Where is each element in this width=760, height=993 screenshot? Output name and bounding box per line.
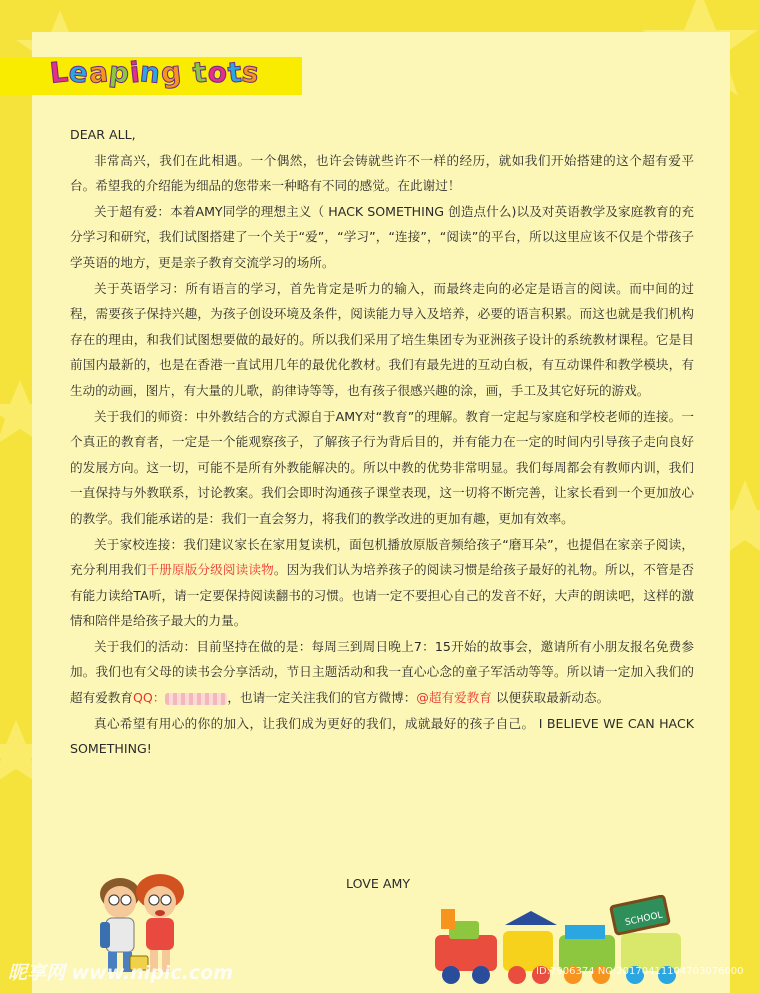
qq-label: QQ： [132, 690, 166, 706]
paragraph-intro: 非常高兴，我们在此相遇。一个偶然，也许会铸就些许不一样的经历，就如我们开始搭建的这个超有爱平台。希望我的介绍能为细品的您带来一种略有不同的感觉。在此谢过！ [70, 152, 694, 194]
paragraph-closing: 真心希望有用心的你的加入，让我们成为更好的我们，成就最好的孩子自己。 I BELIEVE WE CAN HACK SOMETHING! [70, 715, 694, 757]
logo-letter: t [191, 55, 210, 90]
site-watermark: 昵享网 www.nipic.com [8, 962, 234, 984]
image-id-watermark: ID:7906374 NO:20170411104703076000 [536, 966, 744, 977]
logo-letter: s [240, 55, 262, 90]
salutation: DEAR ALL, [70, 127, 136, 142]
paragraph-about: 关于超有爱：本着AMY同学的理想主义（ HACK SOMETHING 创造点什么)以及对英语教学及家庭教育的充分学习和研究，我们试图搭建了一个关于“爱”，“学习”，“连接”，“阅读”的平台，所以这里应该不仅是个带孩子学英语的地方，更是亲子教育交流学习的场所。 [70, 203, 694, 270]
paragraph-teachers: 关于我们的师资：中外教结合的方式源自于AMY对“教育”的理解。教育一定起与家庭和学校老师的连接。一个真正的教育者，一定是一个能观察孩子，了解孩子行为背后目的，并有能力在一定的时间内引导孩子走向良好的发展方向。这一切，可能不是所有外教能解决的。所以中教的优势非常明显。我们每周都会有教师内训，我们一直保持与外教联系，讨论教案。我们会即时沟通孩子课堂表现，这一切将不断完善，让家长看到一个更加放心的教学。我们能承诺的是：我们一直会努力，将我们的教学改进的更加有趣，更加有效率。 [70, 408, 694, 526]
school-sign-text: SCHOOL [624, 910, 664, 929]
leaping-tots-logo [50, 56, 260, 89]
paragraph-english-learning: 关于英语学习：所有语言的学习，首先肯定是听力的输入，而最终走向的必定是语言的阅读。而中间的过程，需要孩子保持兴趣，为孩子创设环境及条件，阅读能力导入及培养，必要的语言积累。而这也就是我们机构存在的理由，和我们试图想要做的最好的。所以我们采用了培生集团专为亚洲孩子设计的系统教材课程。它是目前国内最新的，也是在香港一直试用几年的最优化教材。我们有最先进的互动白板，有互动课件和教学模块，有生动的动画，图片，有大量的儿歌，韵律诗等等，也有孩子很感兴趣的涂，画，手工及其它好玩的游戏。 [70, 280, 694, 398]
signature: LOVE AMY [346, 876, 411, 891]
logo-letter: e [67, 55, 91, 90]
logo-letter: i [128, 55, 143, 90]
paragraph-home-school: 关于家校连接：我们建议家长在家用复读机，面包机播放原版音频给孩子“磨耳朵”，也提倡在家亲子阅读，充分利用我们千册原版分级阅读读物。因为我们认为培养孩子的阅读习惯是给孩子最好的礼物。所以，不管是否有能力读给TA听，请一定要保持阅读翻书的习惯。也请一定不要担心自己的发音不好，大声的朗读吧，这样的激情和陪伴是给孩子最大的力量。 [70, 536, 695, 629]
logo-letter: n [138, 54, 164, 91]
qq-number-redacted [165, 693, 227, 705]
paragraph-activities: 关于我们的活动：目前坚持在做的是：每周三到周日晚上7：15开始的故事会，邀请所有小朋友报名免费参加。我们也有父母的读书会分享活动，节日主题活动和我一直心心念的童子军活动等等。所以请一定加入我们的超有爱教育QQ： ，也请一定关注我们的官方微博：@超有爱教育 以便获取最新动态。 [70, 638, 694, 706]
logo-letter: g [159, 54, 185, 91]
logo-letter: p [107, 54, 132, 91]
logo-letter: a [87, 55, 111, 90]
weibo-handle: @超有爱教育 [416, 690, 492, 706]
letter-body [70, 122, 694, 762]
logo-letter: t [226, 55, 244, 90]
logo-letter: L [48, 55, 71, 90]
highlight-books: 千册原版分级阅读读物 [146, 562, 274, 578]
logo-letter: o [205, 55, 230, 90]
